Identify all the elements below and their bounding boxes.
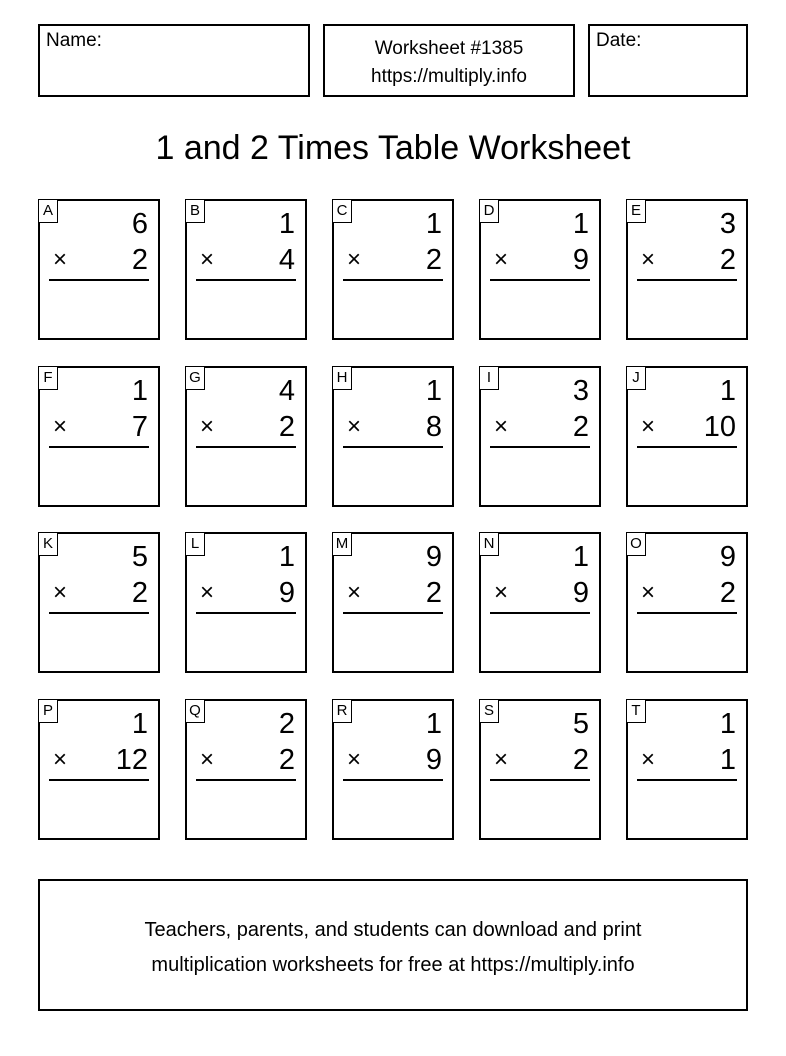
multiply-sign: ×: [641, 579, 656, 606]
problem-letter: H: [332, 366, 352, 390]
multiply-sign: ×: [200, 746, 215, 773]
multiplier: 2: [131, 244, 148, 276]
multiply-sign: ×: [347, 246, 362, 273]
answer-line: [196, 779, 296, 781]
problem-card[interactable]: [185, 532, 307, 673]
multiply-sign: ×: [347, 579, 362, 606]
multiply-sign: ×: [53, 246, 68, 273]
problem-card[interactable]: [332, 699, 454, 840]
multiplicand: 5: [131, 541, 148, 573]
answer-line: [637, 446, 737, 448]
problem-letter: D: [479, 199, 499, 223]
multiplier: 4: [278, 244, 295, 276]
problem-card[interactable]: [38, 199, 160, 340]
problem-letter: O: [626, 532, 646, 556]
problem-card[interactable]: [332, 366, 454, 507]
answer-line: [343, 612, 443, 614]
multiplicand: 1: [278, 208, 295, 240]
problem-card[interactable]: [626, 532, 748, 673]
multiply-sign: ×: [200, 579, 215, 606]
multiplier: 7: [131, 411, 148, 443]
multiplier: 2: [278, 744, 295, 776]
problem-letter: A: [38, 199, 58, 223]
problem-card[interactable]: [626, 366, 748, 507]
answer-line: [490, 612, 590, 614]
problem-card[interactable]: [332, 199, 454, 340]
multiplicand: 1: [131, 375, 148, 407]
multiplicand: 1: [719, 375, 736, 407]
problem-letter: S: [479, 699, 499, 723]
worksheet-url: https://multiply.info: [371, 66, 527, 87]
problem-card[interactable]: [38, 532, 160, 673]
problem-card[interactable]: [479, 699, 601, 840]
multiplicand: 3: [719, 208, 736, 240]
multiplier: 10: [703, 411, 736, 443]
problem-card[interactable]: [626, 199, 748, 340]
problem-letter: N: [479, 532, 499, 556]
multiplier: 2: [572, 411, 589, 443]
problem-letter: L: [185, 532, 205, 556]
answer-line: [490, 779, 590, 781]
multiply-sign: ×: [494, 413, 509, 440]
multiplier: 9: [572, 577, 589, 609]
multiplicand: 1: [425, 375, 442, 407]
problem-letter: G: [185, 366, 205, 390]
problem-card[interactable]: [185, 699, 307, 840]
multiplicand: 1: [572, 541, 589, 573]
multiplier: 9: [572, 244, 589, 276]
multiply-sign: ×: [200, 246, 215, 273]
multiplicand: 2: [278, 708, 295, 740]
multiplier: 2: [719, 244, 736, 276]
problem-letter: K: [38, 532, 58, 556]
problem-card[interactable]: [479, 366, 601, 507]
answer-line: [490, 279, 590, 281]
worksheet-number: Worksheet #1385: [374, 38, 524, 59]
multiply-sign: ×: [494, 746, 509, 773]
problem-letter: C: [332, 199, 352, 223]
multiplier: 9: [425, 744, 442, 776]
multiply-sign: ×: [200, 413, 215, 440]
multiplicand: 4: [278, 375, 295, 407]
multiplicand: 9: [425, 541, 442, 573]
multiplier: 2: [425, 577, 442, 609]
multiplicand: 1: [425, 708, 442, 740]
answer-line: [343, 779, 443, 781]
multiplier: 2: [572, 744, 589, 776]
problem-letter: M: [332, 532, 352, 556]
multiplier: 12: [115, 744, 148, 776]
multiplicand: 1: [131, 708, 148, 740]
multiplicand: 3: [572, 375, 589, 407]
problem-letter: T: [626, 699, 646, 723]
problem-card[interactable]: [479, 532, 601, 673]
problem-letter: R: [332, 699, 352, 723]
answer-line: [637, 779, 737, 781]
problem-letter: Q: [185, 699, 205, 723]
problem-letter: E: [626, 199, 646, 223]
answer-line: [637, 279, 737, 281]
date-field-box[interactable]: [588, 24, 748, 97]
multiplicand: 9: [719, 541, 736, 573]
multiplicand: 1: [572, 208, 589, 240]
multiply-sign: ×: [494, 579, 509, 606]
problem-card[interactable]: [185, 199, 307, 340]
multiply-sign: ×: [53, 579, 68, 606]
problem-card[interactable]: [38, 699, 160, 840]
multiplicand: 1: [425, 208, 442, 240]
problem-letter: B: [185, 199, 205, 223]
name-label: Name:: [46, 30, 102, 51]
problem-letter: P: [38, 699, 58, 723]
page-title: 1 and 2 Times Table Worksheet: [155, 129, 631, 167]
problem-letter: J: [626, 366, 646, 390]
multiply-sign: ×: [641, 746, 656, 773]
answer-line: [49, 779, 149, 781]
multiplicand: 1: [719, 708, 736, 740]
answer-line: [196, 279, 296, 281]
problem-card[interactable]: [38, 366, 160, 507]
multiplicand: 1: [278, 541, 295, 573]
problem-card[interactable]: [626, 699, 748, 840]
answer-line: [343, 446, 443, 448]
answer-line: [49, 279, 149, 281]
worksheet-info-box: [323, 24, 575, 97]
answer-line: [49, 446, 149, 448]
footer-line-2: multiplication worksheets for free at https://multiply.info: [151, 954, 635, 976]
answer-line: [343, 279, 443, 281]
multiplicand: 6: [131, 208, 148, 240]
footer-box: [38, 879, 748, 1011]
problem-card[interactable]: [332, 532, 454, 673]
multiplier: 8: [425, 411, 442, 443]
multiply-sign: ×: [53, 413, 68, 440]
name-field-box[interactable]: [38, 24, 310, 97]
multiplicand: 5: [572, 708, 589, 740]
problem-card[interactable]: [479, 199, 601, 340]
multiply-sign: ×: [53, 746, 68, 773]
answer-line: [490, 446, 590, 448]
multiplier: 2: [425, 244, 442, 276]
problem-letter: I: [479, 366, 499, 390]
answer-line: [49, 612, 149, 614]
multiplier: 1: [719, 744, 736, 776]
footer-line-1: Teachers, parents, and students can download and print: [144, 919, 642, 941]
multiply-sign: ×: [641, 413, 656, 440]
answer-line: [196, 612, 296, 614]
multiplier: 2: [278, 411, 295, 443]
answer-line: [196, 446, 296, 448]
answer-line: [637, 612, 737, 614]
multiplier: 9: [278, 577, 295, 609]
multiply-sign: ×: [641, 246, 656, 273]
date-label: Date:: [596, 30, 642, 51]
multiply-sign: ×: [494, 246, 509, 273]
multiplier: 2: [719, 577, 736, 609]
multiply-sign: ×: [347, 413, 362, 440]
problem-card[interactable]: [185, 366, 307, 507]
multiply-sign: ×: [347, 746, 362, 773]
multiplier: 2: [131, 577, 148, 609]
problem-letter: F: [38, 366, 58, 390]
